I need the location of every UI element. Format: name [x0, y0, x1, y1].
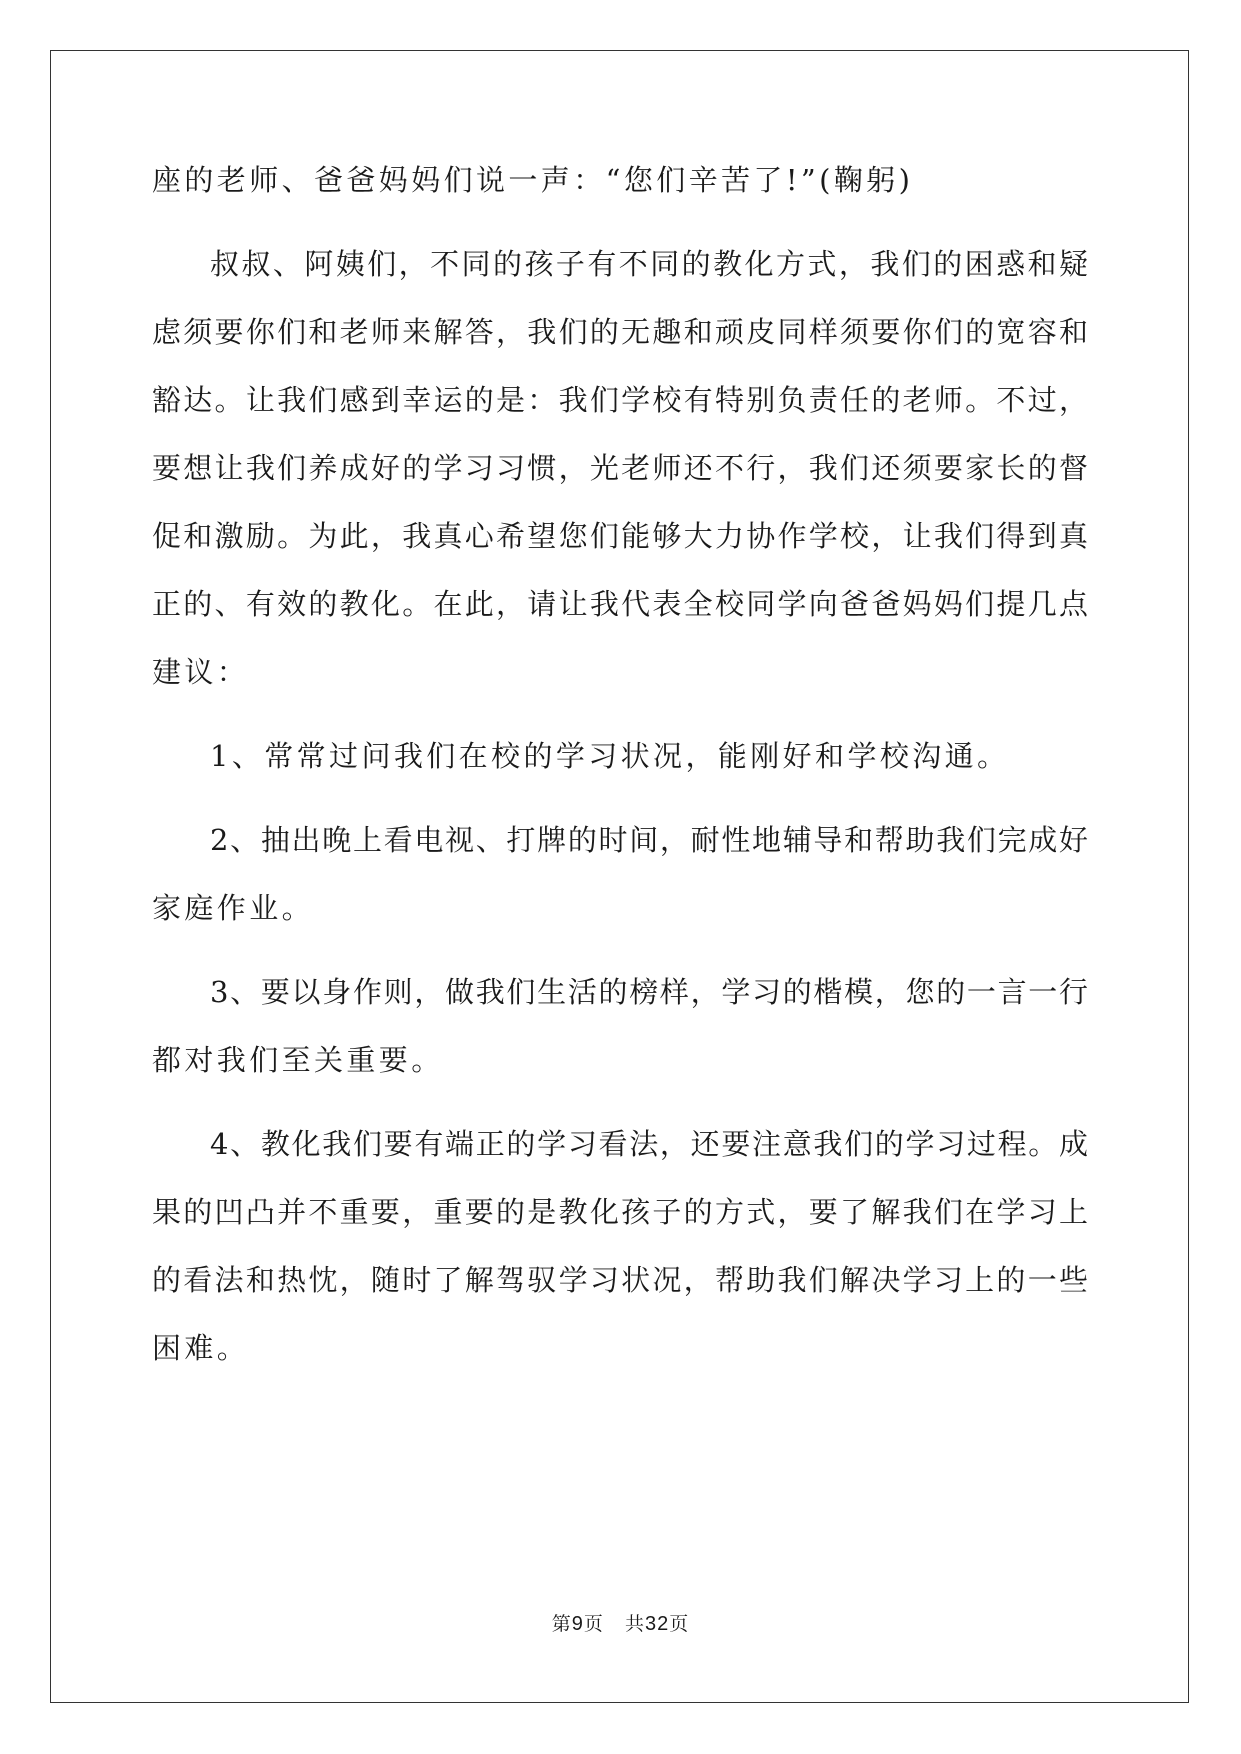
footer-total-suffix: 页 — [669, 1613, 690, 1635]
text-line: 家庭作业。 — [152, 891, 315, 925]
text-line: 要想让我们养成好的学习习惯，光老师还不行，我们还须要家长的督 — [152, 451, 1088, 485]
text-line: 果的凹凸并不重要，重要的是教化孩子的方式，要了解我们在学习上 — [152, 1195, 1088, 1229]
list-item: 3、要以身作则，做我们生活的榜样，学习的楷模，您的一言一行 — [210, 975, 1088, 1009]
paragraph-line: 叔叔、阿姨们，不同的孩子有不同的教化方式，我们的困惑和疑 — [210, 247, 1088, 281]
page-footer — [0, 1612, 1241, 1636]
text-line: 正的、有效的教化。在此，请让我代表全校同学向爸爸妈妈们提几点 — [152, 587, 1088, 621]
page-number: 9 — [571, 1613, 584, 1635]
list-item: 2、抽出晚上看电视、打牌的时间，耐性地辅导和帮助我们完成好 — [210, 823, 1088, 857]
text-line: 建议： — [152, 655, 250, 689]
text-line: 困难。 — [152, 1331, 250, 1365]
text-line: 虑须要你们和老师来解答，我们的无趣和顽皮同样须要你们的宽容和 — [152, 315, 1088, 349]
text-line: 的看法和热忱，随时了解驾驭学习状况，帮助我们解决学习上的一些 — [152, 1263, 1088, 1297]
total-pages: 32 — [645, 1613, 670, 1635]
text-line: 豁达。让我们感到幸运的是：我们学校有特别负责任的老师。不过， — [152, 383, 1088, 417]
list-item: 4、教化我们要有端正的学习看法，还要注意我们的学习过程。成 — [210, 1127, 1088, 1161]
page-border — [50, 50, 1189, 1703]
footer-prefix: 第 — [551, 1613, 572, 1635]
text-line: 都对我们至关重要。 — [152, 1043, 444, 1077]
footer-page-suffix: 页 — [583, 1613, 604, 1635]
text-line: 座的老师、爸爸妈妈们说一声：“您们辛苦了!”(鞠躬) — [152, 163, 914, 197]
list-item: 1、常常过问我们在校的学习状况，能刚好和学校沟通。 — [210, 739, 1010, 773]
footer-total-prefix: 共 — [625, 1613, 646, 1635]
text-line: 促和激励。为此，我真心希望您们能够大力协作学校，让我们得到真 — [152, 519, 1088, 553]
